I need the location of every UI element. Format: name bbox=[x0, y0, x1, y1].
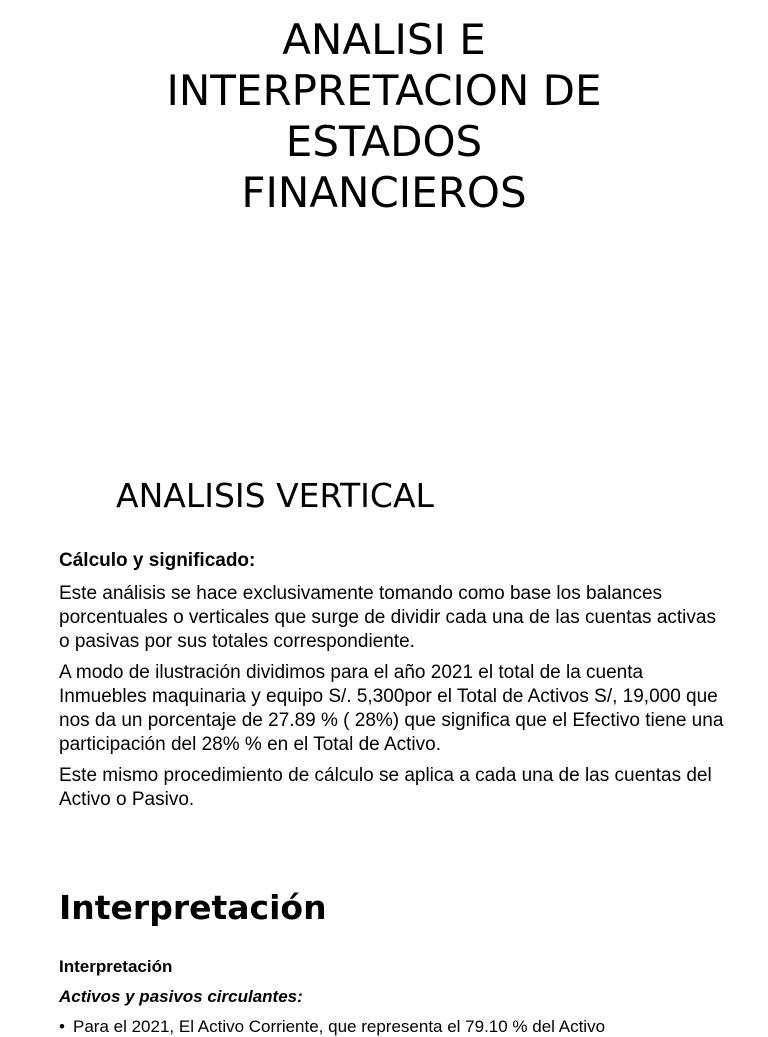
bullet-icon: • bbox=[59, 1017, 65, 1036]
calc-paragraph: Este mismo procedimiento de cálculo se aplica a cada una de las cuentas del Activo o Pasivo. bbox=[59, 765, 712, 810]
slide-title bbox=[84, 14, 684, 218]
calc-paragraph: A modo de ilustración dividimos para el año 2021 el total de la cuenta Inmuebles maquinaria y equipo S/. 5,300por el Total de Activos S/, 19,000 que nos da un porcentaje de 27.89 % ( 28%) que significa que el Efectivo tiene una participación del 28% % en el Total de Activo. bbox=[59, 662, 724, 755]
calc-paragraph: Este análisis se hace exclusivamente tomando como base los balances porcentuales o verticales que surge de dividir cada una de las cuentas activas o pasivas por sus totales correspondiente. bbox=[59, 583, 716, 652]
interpretation-subhead: Activos y pasivos circulantes: bbox=[59, 987, 303, 1006]
title-line: FINANCIEROS bbox=[241, 168, 527, 217]
title-line: ANALISI E bbox=[282, 15, 486, 64]
calc-subhead: Cálculo y significado: bbox=[59, 550, 256, 571]
calc-section bbox=[59, 549, 729, 819]
bullet-text: Para el 2021, El Activo Corriente, que representa el 79.10 % del Activo bbox=[73, 1017, 606, 1036]
interpretation-section bbox=[59, 956, 739, 1037]
title-line: ESTADOS bbox=[285, 117, 483, 166]
interpretation-label: Interpretación bbox=[59, 957, 173, 976]
title-line: INTERPRETACION DE bbox=[166, 66, 602, 115]
section-title: ANALISIS VERTICAL bbox=[116, 476, 434, 515]
interpretation-heading: Interpretación bbox=[59, 888, 327, 927]
list-item bbox=[59, 1016, 739, 1037]
